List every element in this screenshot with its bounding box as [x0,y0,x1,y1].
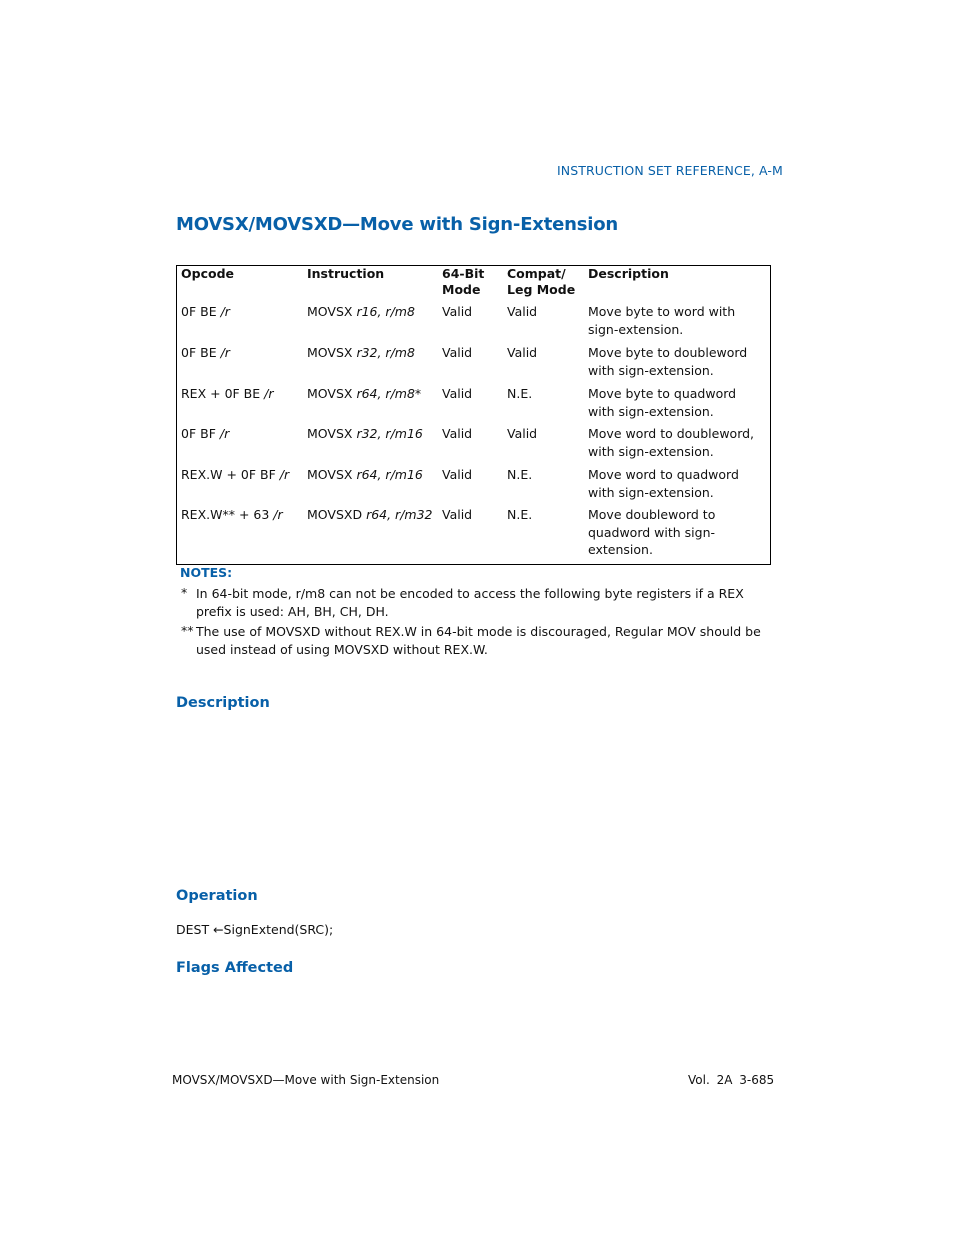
operands: r64, r/m32 [366,507,433,522]
cell-description: Move byte to quadword with sign-extension. [588,386,737,419]
header-64bit-mode [442,266,484,298]
opcode-modrm: /r [264,386,274,401]
cell-description: Move doubleword to quadword with sign-extension. [588,507,716,557]
note-text: In 64-bit mode, r/m8 can not be encoded to access the following byte registers if a REX prefix is used: AH, BH, CH, DH. [196,586,744,619]
notes-label: NOTES: [180,565,233,580]
opcode-modrm: /r [220,345,230,360]
cell-opcode [181,506,283,524]
cell-compat: Valid [507,426,538,441]
header-64bit-line2: Mode [442,282,481,297]
header-compat-line2: Leg Mode [507,282,576,297]
mnemonic: MOVSX [307,467,357,482]
opcode-text: REX.W + 0F BF [181,467,280,482]
opcode-text: 0F BE [181,345,221,360]
note-text: The use of MOVSXD without REX.W in 64-bit mode is discouraged, Regular MOV should be used instead of using MOVSXD without REX.W. [196,624,761,657]
operands: r64, r/m16 [356,467,423,482]
cell-description: Move byte to word with sign-extension. [588,304,736,337]
footer-page-number: Vol. 2A 3-685 [688,1073,775,1087]
operands: r32, r/m8 [356,345,415,360]
cell-opcode [181,344,230,362]
running-header: INSTRUCTION SET REFERENCE, A-M [557,163,783,178]
page-title: MOVSX/MOVSXD—Move with Sign-Extension [176,214,618,235]
opcode-modrm: /r [219,426,230,441]
header-compat-mode [507,266,575,298]
cell-64bit: Valid [442,507,473,522]
cell-64bit: Valid [442,467,473,482]
cell-instruction [307,466,423,484]
cell-instruction [307,506,433,524]
mnemonic: MOVSX [307,386,357,401]
cell-opcode [181,425,229,443]
operands: r32, r/m16 [356,426,423,441]
cell-opcode [181,466,289,484]
operands: r16, r/m8 [356,304,415,319]
note-marker: ** [181,623,194,638]
cell-instruction [307,303,415,321]
header-description: Description [588,266,669,281]
section-heading-description: Description [176,695,270,711]
header-64bit-line1: 64-Bit [442,266,485,281]
cell-description: Move word to quadword with sign-extension. [588,467,739,500]
mnemonic: MOVSX [307,345,357,360]
opcode-modrm: /r [220,304,230,319]
opcode-text: REX + 0F BE [181,386,265,401]
mnemonic: MOVSXD [307,507,367,522]
footer-title: MOVSX/MOVSXD—Move with Sign-Extension [172,1073,440,1087]
cell-compat: N.E. [507,467,533,482]
header-instruction: Instruction [307,266,385,281]
header-compat-line1: Compat/ [507,266,566,281]
opcode-text: 0F BE [181,304,221,319]
cell-instruction [307,425,423,443]
operands: r64, r/m8* [356,386,422,401]
mnemonic: MOVSX [307,304,357,319]
cell-compat: Valid [507,304,538,319]
section-heading-flags: Flags Affected [176,960,294,976]
cell-compat: Valid [507,345,538,360]
header-opcode: Opcode [181,266,234,281]
cell-compat: N.E. [507,507,533,522]
cell-64bit: Valid [442,304,473,319]
cell-instruction [307,344,415,362]
cell-64bit: Valid [442,426,473,441]
opcode-text: REX.W** + 63 [181,507,274,522]
cell-opcode [181,385,274,403]
cell-description: Move word to doubleword, with sign-extension. [588,426,755,459]
opcode-modrm: /r [273,507,283,522]
mnemonic: MOVSX [307,426,357,441]
cell-64bit: Valid [442,386,473,401]
cell-compat: N.E. [507,386,533,401]
cell-opcode [181,303,230,321]
opcode-modrm: /r [279,467,290,482]
cell-instruction [307,385,421,403]
cell-64bit: Valid [442,345,473,360]
opcode-table [176,265,771,565]
cell-description: Move byte to doubleword with sign-extension. [588,345,748,378]
section-heading-operation: Operation [176,888,258,904]
operation-code: DEST ←SignExtend(SRC); [176,922,334,937]
opcode-text: 0F BF [181,426,220,441]
note-marker: * [181,585,188,600]
